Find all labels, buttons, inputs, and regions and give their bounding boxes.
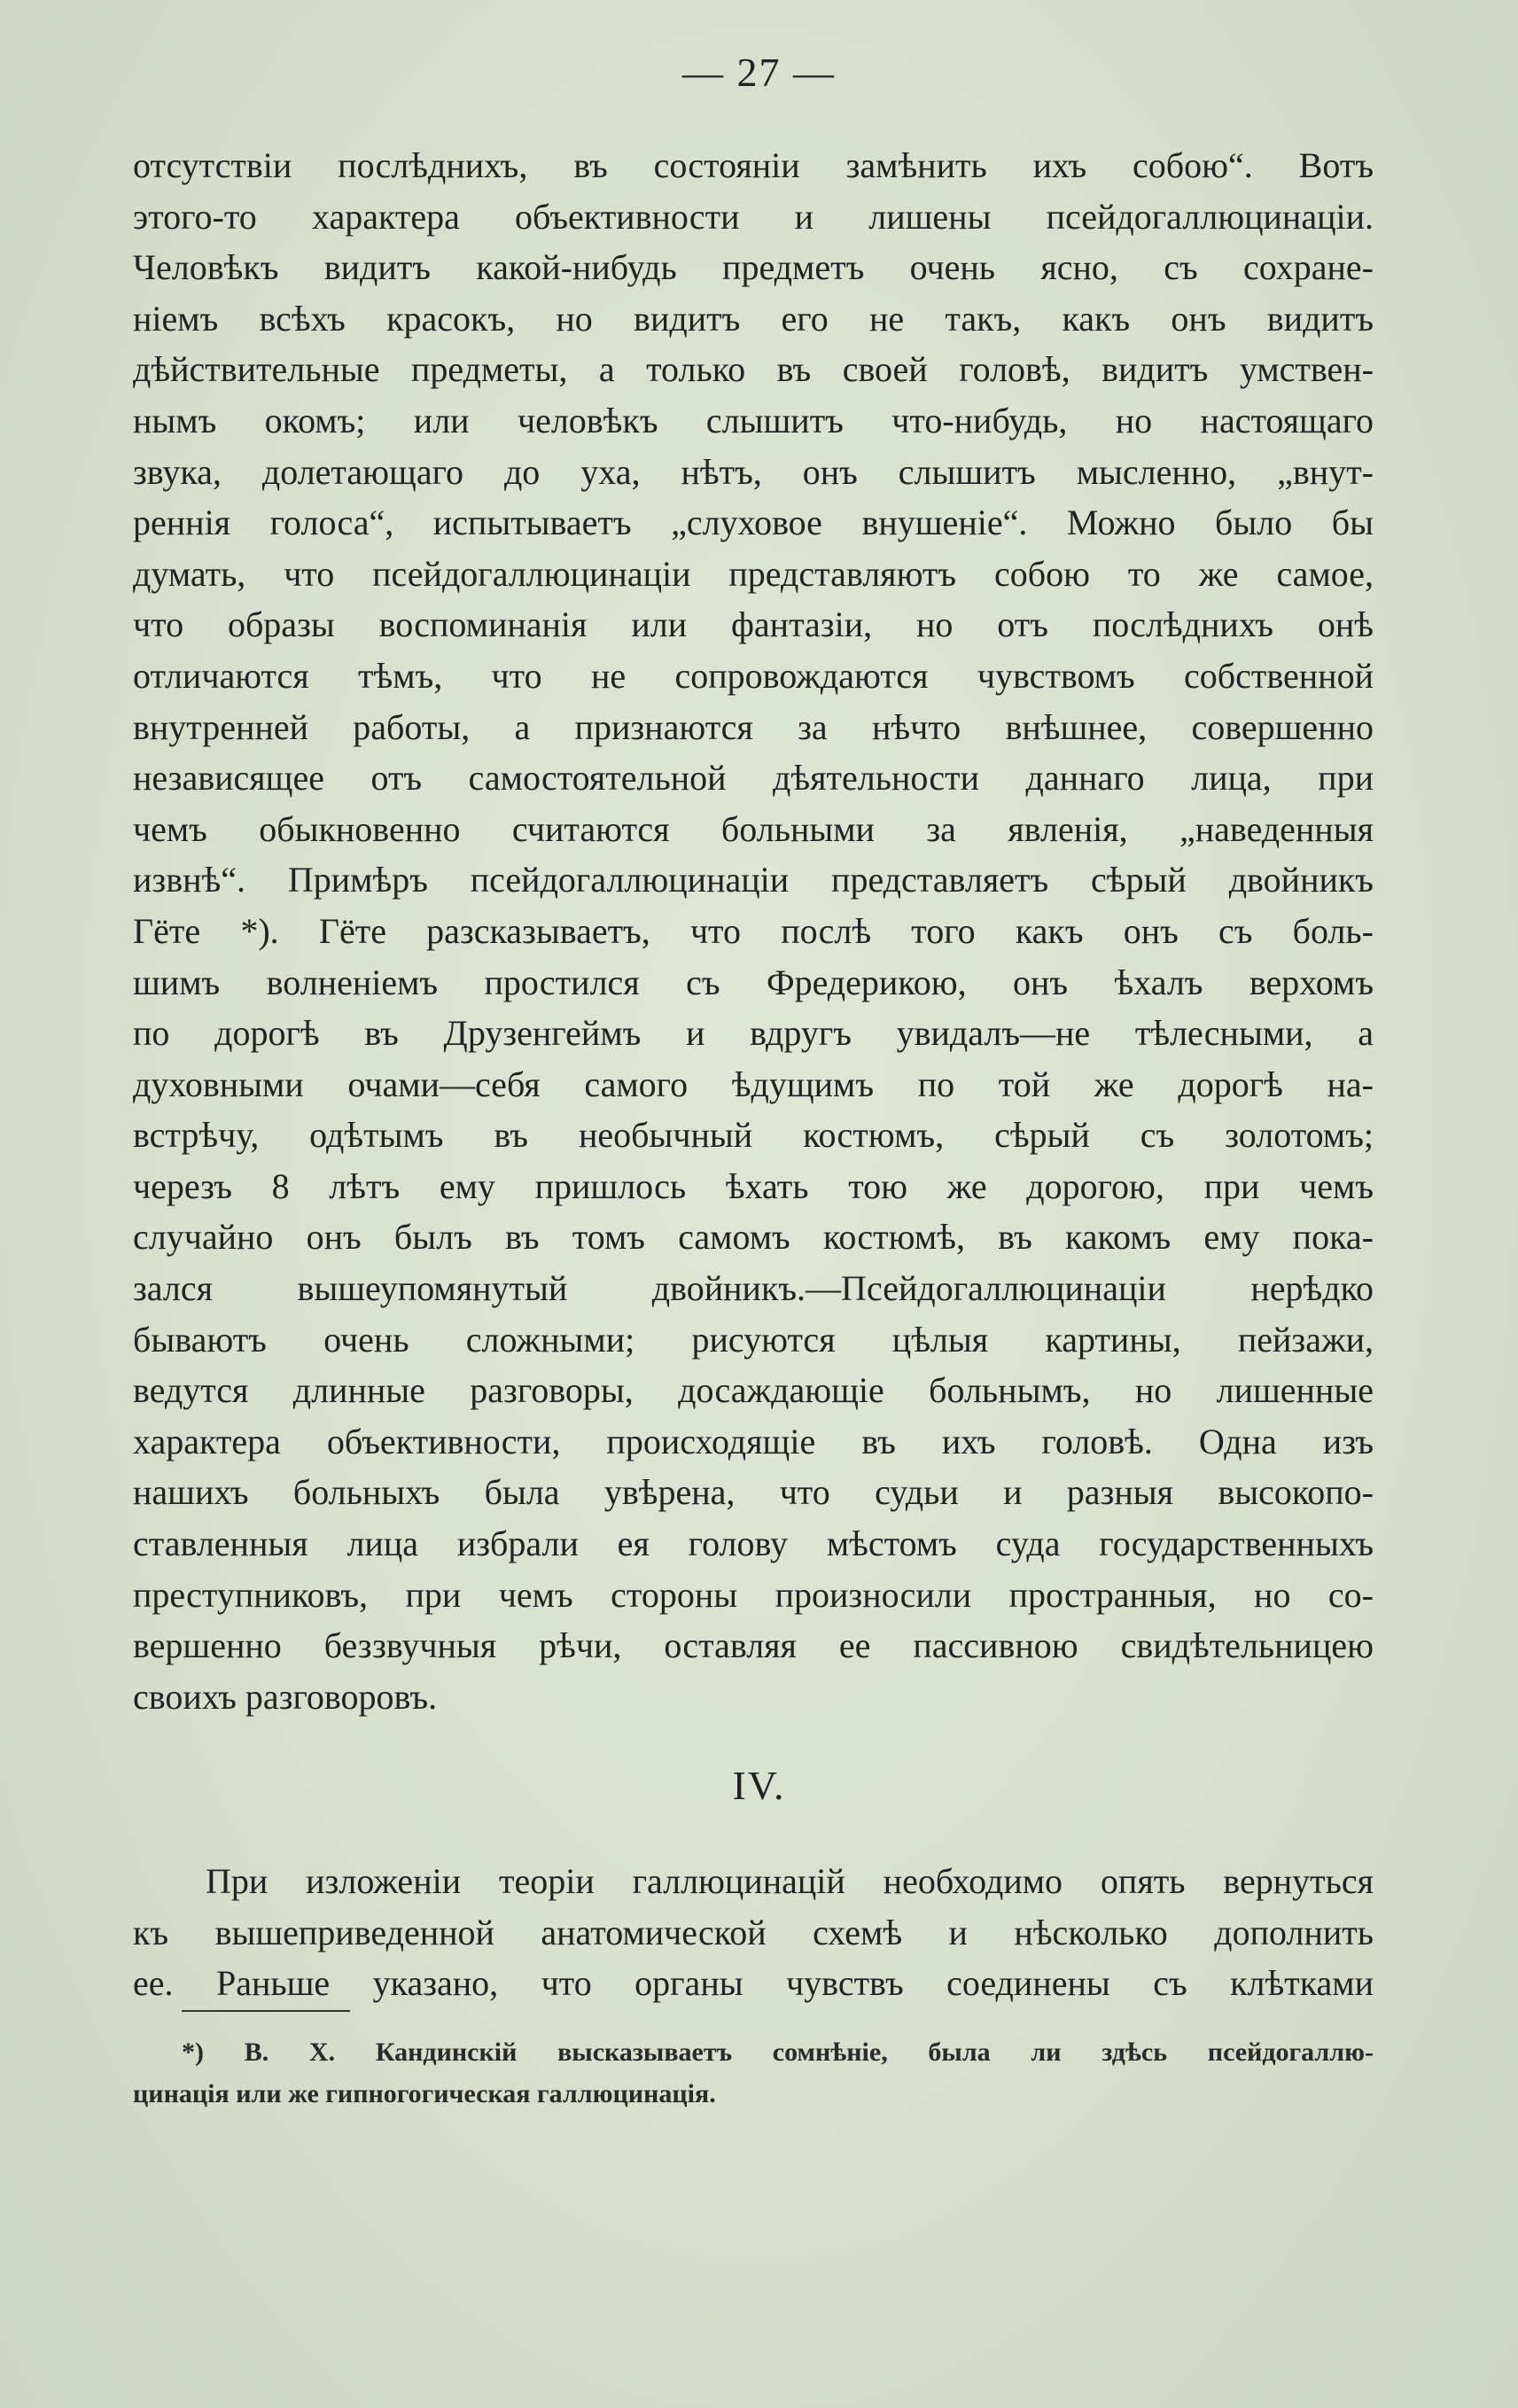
text-line: независящее отъ самостоятельной дѣятельности даннаго лица, при <box>133 758 1374 799</box>
text-line: по дорогѣ въ Друзенгеймъ и вдругъ увидалъ—не тѣлесными, а <box>133 1013 1374 1054</box>
footnote-line: *) В. Х. Кандинскій высказываетъ сомнѣніе, была ли здѣсь псейдогаллю- <box>182 2038 1374 2067</box>
text-line: При изложеніи теоріи галлюцинацій необходимо опять вернуться <box>206 1861 1374 1901</box>
text-line: къ вышеприведенной анатомической схемѣ и нѣсколько дополнить <box>133 1912 1374 1952</box>
text-line: нашихъ больныхъ была увѣрена, что судьи и разныя высокопо- <box>133 1472 1374 1513</box>
text-line: случайно онъ былъ въ томъ самомъ костюмѣ, въ какомъ ему пока- <box>133 1217 1374 1258</box>
text-line: внутренней работы, а признаются за нѣчто внѣшнее, совершенно <box>133 706 1374 747</box>
text-line: ніемъ всѣхъ красокъ, но видитъ его не такъ, какъ онъ видитъ <box>133 298 1374 339</box>
text-line: преступниковъ, при чемъ стороны произносили пространныя, но со- <box>133 1574 1374 1615</box>
text-line: черезъ 8 лѣтъ ему пришлось ѣхать тою же дорогою, при чемъ <box>133 1165 1374 1206</box>
text-line: этого-то характера объективности и лишены псейдогаллюцинаціи. <box>133 196 1374 237</box>
text-line: извнѣ“. Примѣръ псейдогаллюцинаціи представляетъ сѣрый двойникъ <box>133 860 1374 900</box>
main-paragraph <box>133 140 1374 1722</box>
text-line: думать, что псейдогаллюцинаціи представляютъ собою то же самое, <box>133 553 1374 594</box>
text-line: звука, долетающаго до уха, нѣтъ, онъ слышитъ мысленно, „внут- <box>133 451 1374 492</box>
text-line: отсутствіи послѣднихъ, въ состояніи замѣнить ихъ собою“. Вотъ <box>133 145 1374 185</box>
text-line: встрѣчу, одѣтымъ въ необычный костюмъ, сѣрый съ золотомъ; <box>133 1115 1374 1156</box>
text-line: Человѣкъ видитъ какой-нибудь предметъ очень ясно, съ сохране- <box>133 247 1374 288</box>
text-line: реннія голоса“, испытываетъ „слуховое внушеніе“. Можно было бы <box>133 503 1374 543</box>
text-line: ее. Раньше указано, что органы чувствъ соединены съ клѣтками <box>133 1963 1374 2004</box>
text-line: Гёте *). Гёте разсказываетъ, что послѣ того какъ онъ съ боль- <box>133 910 1374 951</box>
text-line: отличаются тѣмъ, что не сопровождаются чувствомъ собственной <box>133 655 1374 696</box>
footnote <box>133 2031 1374 2115</box>
text-line: вершенно беззвучныя рѣчи, оставляя ее пассивною свидѣтельницею <box>133 1625 1374 1666</box>
text-line: зался вышеупомянутый двойникъ.—Псейдогаллюцинаціи нерѣдко <box>133 1268 1374 1309</box>
text-line: дѣйствительные предметы, а только въ своей головѣ, видитъ умствен- <box>133 349 1374 390</box>
page-number: — 27 — <box>682 50 836 95</box>
text-line: шимъ волненіемъ простился съ Фредерикою, онъ ѣхалъ верхомъ <box>133 962 1374 1002</box>
text-line: духовными очами—себя самого ѣдущимъ по той же дорогѣ на- <box>133 1064 1374 1104</box>
footnote-divider <box>182 2010 350 2012</box>
text-line: нымъ окомъ; или человѣкъ слышитъ что-нибудь, но настоящаго <box>133 400 1374 440</box>
section-heading: IV. <box>732 1763 786 1808</box>
text-line: бываютъ очень сложными; рисуются цѣлыя картины, пейзажи, <box>133 1319 1374 1360</box>
text-line: характера объективности, происходящіе въ ихъ головѣ. Одна изъ <box>133 1421 1374 1461</box>
text-line: что образы воспоминанія или фантазіи, но отъ послѣднихъ онѣ <box>133 604 1374 645</box>
text-line: ставленныя лица избрали ея голову мѣстомъ суда государственныхъ <box>133 1524 1374 1564</box>
text-line: чемъ обыкновенно считаются больными за явленія, „наведенныя <box>133 808 1374 849</box>
text-line: ведутся длинные разговоры, досаждающіе больнымъ, но лишенные <box>133 1370 1374 1411</box>
footnote-line: цинація или же гипногогическая галлюцинація. <box>133 2079 716 2108</box>
section-paragraph <box>133 1856 1374 2009</box>
text-line: своихъ разговоровъ. <box>133 1676 438 1717</box>
